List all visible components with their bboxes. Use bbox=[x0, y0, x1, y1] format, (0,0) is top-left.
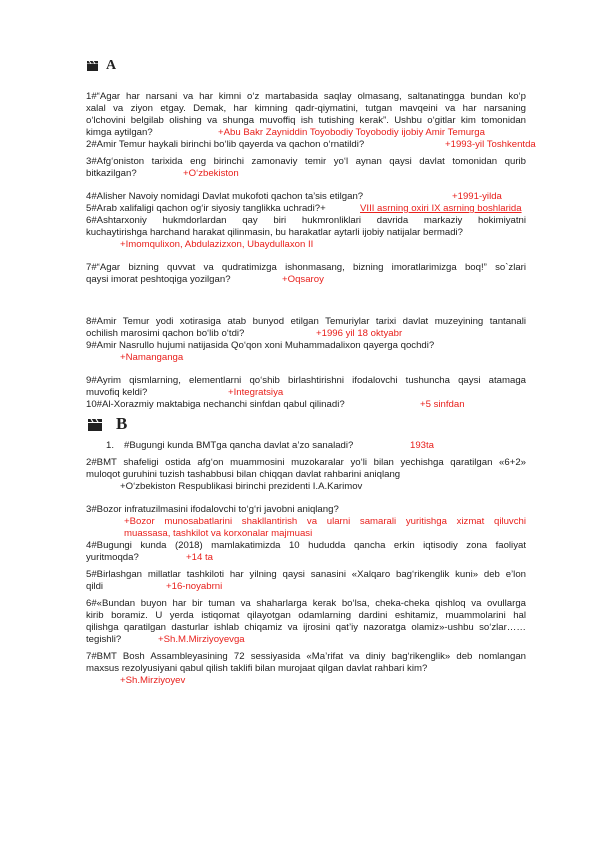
question-7-line-1: 7#“Agar bizning quvvat va qudratimizga ishonmasang, bizning imoratlarimizga boq!” so`zlari bbox=[86, 262, 526, 273]
answer-9: +Namanganga bbox=[120, 352, 184, 363]
question-b4-line-2: yuritmoqda? bbox=[86, 552, 139, 563]
question-9: 9#Amir Nasrullo hujumi natijasida Qo‘qon xoni Muhammadalixon qayerga qochdi? bbox=[86, 340, 435, 351]
question-b7-line-1: 7#BMT Bosh Assambleyasining 72 sessiyasida «Ma’rifat va diniy bag‘rikenglik» deb nomlangan bbox=[86, 651, 526, 662]
answer-6: +Imomqulixon, Abdulazizxon, Ubaydullaxon II bbox=[120, 239, 314, 250]
question-2: 2#Amir Temur haykali birinchi bo‘lib qayerda va qachon o‘rnatildi? bbox=[86, 139, 365, 150]
question-b6-line-1: 6#«Bundan buyon har bir tuman va shaharlarga kerak bo‘lsa, cheka-cheka qishloq va ovullarga bbox=[86, 598, 526, 609]
question-8-line-1: 8#Amir Temur yodi xotirasiga atab bunyod etilgan Temuriylar tarixi davlat muzeyining tantanali bbox=[86, 316, 526, 327]
answer-7: +Oqsaroy bbox=[282, 274, 324, 285]
question-b2-line-2: muloqot guruhini tuzish tashabbusi bilan chiqqan davlat rahbarini aniqlang bbox=[86, 469, 401, 480]
answer-1: +Abu Bakr Zayniddin Toyobodiy Toyobodiy ijobiy Amir Temurga bbox=[218, 127, 485, 138]
question-9b-line-2: muvofiq keldi? bbox=[86, 387, 148, 398]
section-b-heading: B bbox=[116, 414, 128, 433]
question-5: 5#Arab xalifaligi qachon og‘ir siyosiy tanglikka uchradi?+ bbox=[86, 203, 326, 214]
question-3-line-2: bitkazilgan? bbox=[86, 168, 137, 179]
answer-b3-line-1: +Bozor munosabatlarini shakllantirish va ularni samarali yuritishga xizmat qiluvchi bbox=[124, 516, 526, 527]
question-1-line-3: o‘lchovini belgilab olishing va shunga muvoffiq ish tutishing kerak”. Ushbu o‘gitlar kim tomonidan bbox=[86, 115, 526, 126]
question-b7-line-2: maxsus rezolyusiyani qabul qilish taklifi bilan murojaat qilgan davlat rahbari kim? bbox=[86, 663, 428, 674]
question-1-line-4: kimga aytilgan? bbox=[86, 127, 153, 138]
section-a-heading: A bbox=[106, 58, 117, 73]
question-6-line-1: 6#Ashtarxoniy hukmdorlardan qay biri hukmronliklari davrida markaziy hokimiyatni bbox=[86, 215, 526, 226]
question-1-line-2: xalal va ziyon etgay. Demak, har kimning qadr-qiymatini, tutgan mavqeini va har narsaning bbox=[86, 103, 526, 114]
question-b6-line-3: qilishga qaratilgan dasturlar ishlab chiqamiz va ijrosini qat’iy nazoratga olamiz»-ushbu so‘zlar…… bbox=[86, 622, 526, 633]
answer-b4: +14 ta bbox=[186, 552, 213, 563]
answer-b6: +Sh.M.Mirziyoyevga bbox=[158, 634, 245, 645]
question-7-line-2: qaysi imorat peshtoqiga yozilgan? bbox=[86, 274, 231, 285]
question-b2-line-1: 2#BMT shafeligi ostida afg‘on muammosini muzokaralar yo‘li bilan yechishga qaratilgan «6+2» bbox=[86, 457, 526, 468]
clapperboard-icon bbox=[87, 61, 98, 71]
answer-9b: +Integratsiya bbox=[228, 387, 284, 398]
answer-5: VIII asrning oxiri IX asrning boshlarida bbox=[360, 203, 522, 214]
answer-b7: +Sh.Mirziyoyev bbox=[120, 675, 186, 686]
question-b5-line-1: 5#Birlashgan millatlar tashkiloti har yilning qaysi sanasini «Xalqaro bag‘rikenglik kuni» deb e’lon bbox=[86, 569, 526, 580]
answer-4: +1991-yilda bbox=[452, 191, 502, 202]
answer-b2: +O‘zbekiston Respublikasi birinchi prezidenti I.A.Karimov bbox=[120, 481, 363, 492]
answer-b5: +16-noyabrni bbox=[166, 581, 223, 592]
question-3-line-1: 3#Afg‘oniston tarixida eng birinchi zamonaviy temir yo‘l aynan qaysi davlat tomonidan qurib bbox=[86, 156, 526, 167]
question-1-line-1: 1#“Agar har narsani va har kimni o‘z martabasida saqlay olmasang, saltanatingga bundan ko‘p bbox=[86, 91, 526, 102]
question-b4-line-1: 4#Bugungi kunda (2018) mamlakatimizda 10 hududda qancha erkin iqtisodiy zona faoliyat bbox=[86, 540, 526, 551]
answer-8: +1996 yil 18 oktyabr bbox=[316, 328, 403, 339]
answer-b1: 193ta bbox=[410, 440, 435, 451]
question-10: 10#Al-Xorazmiy maktabiga nechanchi sinfdan qabul qilinadi? bbox=[86, 399, 345, 410]
question-b6-line-4: tegishli? bbox=[86, 634, 122, 645]
answer-b3-line-2: muassasa, tashkilot va korxonalar majmuasi bbox=[124, 528, 313, 539]
question-b6-line-2: kirib boramiz. U yerda istiqomat qilayotgan odamlarning dardini eshitamiz, muammolarini hal bbox=[86, 610, 526, 621]
question-b1-number: 1. bbox=[106, 440, 115, 451]
clapperboard-icon bbox=[88, 419, 102, 431]
question-b3: 3#Bozor infratuzilmasini ifodalovchi to‘g‘ri javobni aniqlang? bbox=[86, 504, 339, 515]
question-4: 4#Alisher Navoiy nomidagi Davlat mukofoti qachon ta’sis etilgan? bbox=[86, 191, 364, 202]
question-b1: #Bugungi kunda BMTga qancha davlat a’zo sanaladi? bbox=[124, 440, 354, 451]
question-8-line-2: ochilish marosimi qachon bo‘lib o‘tdi? bbox=[86, 328, 245, 339]
question-6-line-2: kuchaytirishga harchand harakat qilinmasin, bu harakatlar aytarli ijobiy natijalar bermadi? bbox=[86, 227, 464, 238]
question-9b-line-1: 9#Ayrim qismlarning, elementlarni qo‘shib birlashtirishni ifodalovchi tushuncha qaysi atamaga bbox=[86, 375, 526, 386]
answer-3: +O‘zbekiston bbox=[183, 168, 239, 179]
question-b5-line-2: qildi bbox=[86, 581, 104, 592]
answer-10: +5 sinfdan bbox=[420, 399, 465, 410]
answer-2: +1993-yil Toshkentda bbox=[445, 139, 536, 150]
